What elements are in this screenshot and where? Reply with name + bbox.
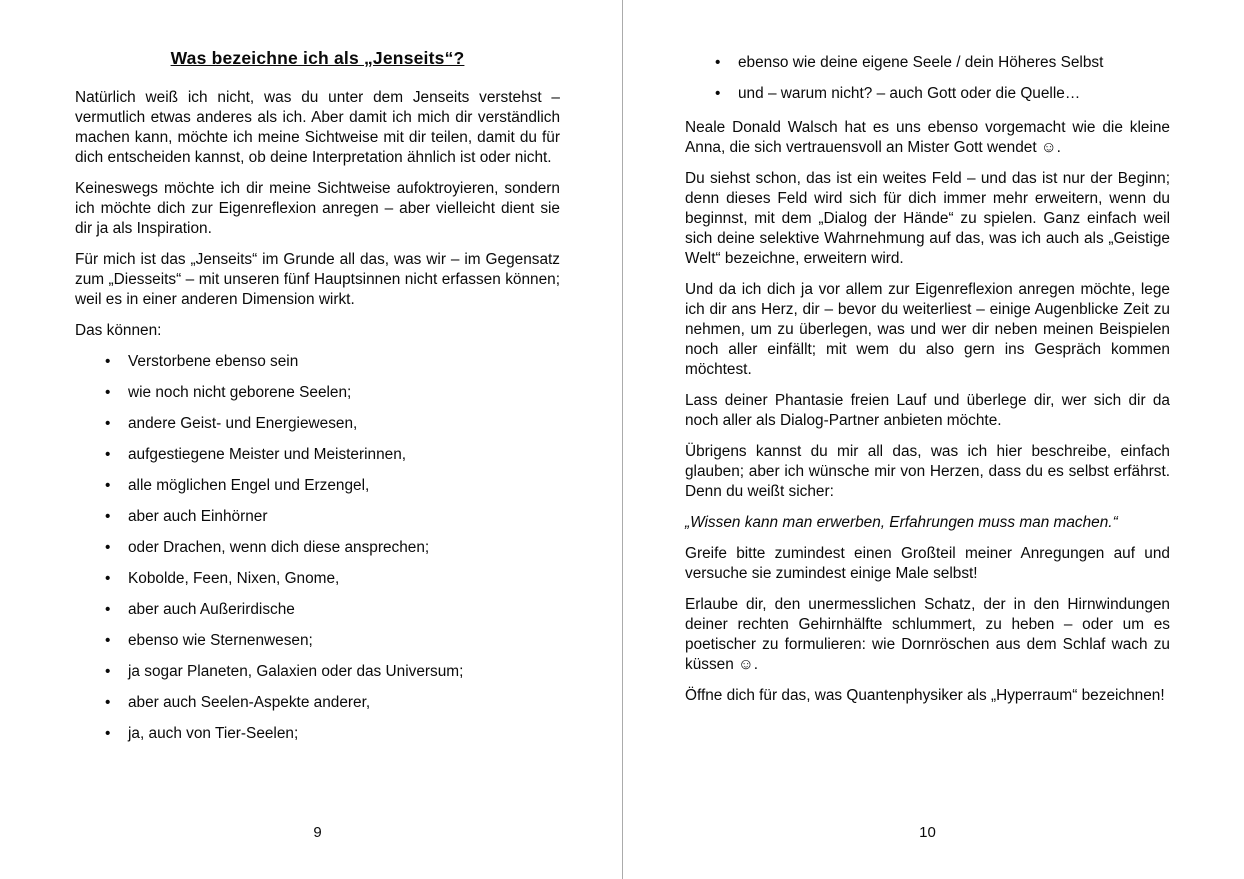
bullet-icon: •: [105, 353, 111, 370]
list-item-text: Kobolde, Feen, Nixen, Gnome,: [128, 570, 340, 587]
bullet-icon: •: [105, 694, 111, 711]
list-item: [75, 538, 560, 558]
list-item: [75, 445, 560, 465]
paragraph: Lass deiner Phantasie freien Lauf und überlege dir, wer sich dir da noch aller als Dialog-Partner anbieten möchte.: [685, 392, 1170, 429]
page-number-right: 10: [919, 824, 936, 841]
list-item-text: ebenso wie Sternenwesen;: [128, 632, 313, 649]
list-item-text: ja sogar Planeten, Galaxien oder das Universum;: [128, 663, 464, 680]
paragraph: Übrigens kannst du mir all das, was ich hier beschreibe, einfach glauben; aber ich wünsche mir von Herzen, dass du es selbst erfährst. Denn du weißt sicher:: [685, 443, 1170, 500]
paragraph: Keineswegs möchte ich dir meine Sichtweise aufoktroyieren, sondern ich möchte dich zur Eigenreflexion anregen – aber vielleicht dient sie dir ja als Inspiration.: [75, 180, 560, 237]
list-item-text: alle möglichen Engel und Erzengel,: [128, 477, 370, 494]
list-item-text: Verstorbene ebenso sein: [128, 353, 299, 370]
paragraph: Für mich ist das „Jenseits“ im Grunde all das, was wir – im Gegensatz zum „Diesseits“ – mit unseren fünf Hauptsinnen nicht erfassen können; weil es in einer anderen Dimension wirkt.: [75, 251, 560, 308]
bullet-icon: •: [715, 54, 721, 71]
paragraph: Natürlich weiß ich nicht, was du unter dem Jenseits verstehst – vermutlich etwas anderes als ich. Aber damit ich mich dir verständlich machen kann, möchte ich meine Sichtweise mit dir teilen, damit du für dich entscheiden kannst, ob deine Interpretation ähnlich ist oder nicht.: [75, 89, 560, 166]
list-item-text: aber auch Einhörner: [128, 508, 268, 525]
bullet-icon: •: [105, 446, 111, 463]
list-item: [75, 693, 560, 713]
bullet-icon: •: [105, 663, 111, 680]
bullet-icon: •: [105, 415, 111, 432]
list-item-text: aber auch Seelen-Aspekte anderer,: [128, 694, 371, 711]
list-item: [75, 631, 560, 651]
list-item: [75, 569, 560, 589]
list-item-text: aufgestiegene Meister und Meisterinnen,: [128, 446, 407, 463]
list-item: [75, 476, 560, 496]
paragraph: Greife bitte zumindest einen Großteil meiner Anregungen auf und versuche sie zumindest einige Male selbst!: [685, 545, 1170, 582]
list-item-text: andere Geist- und Energiewesen,: [128, 415, 358, 432]
bullet-icon: •: [105, 508, 111, 525]
list-item: [75, 600, 560, 620]
list-item-text: und – warum nicht? – auch Gott oder die Quelle…: [738, 85, 1081, 102]
list-item: [75, 383, 560, 403]
list-item-text: ebenso wie deine eigene Seele / dein Höheres Selbst: [738, 54, 1104, 71]
paragraph: Du siehst schon, das ist ein weites Feld – und das ist nur der Beginn; denn dieses Feld wird sich für dich immer mehr erweitern, wenn du beginnst, mit dem „Dialog der Hände“ zu spielen. Ganz einfach weil sich deine selektive Wahrnehmung auf das, was ich auch als „Geistige Welt“ bezeichne, erweitern wird.: [685, 170, 1170, 267]
bullet-list: [685, 53, 1170, 104]
quote-paragraph: „Wissen kann man erwerben, Erfahrungen muss man machen.“: [685, 514, 1118, 531]
chapter-title: Was bezeichne ich als „Jenseits“?: [170, 48, 465, 68]
bullet-icon: •: [715, 85, 721, 102]
bullet-icon: •: [105, 539, 111, 556]
list-intro: Das können:: [75, 322, 162, 339]
list-item: [75, 352, 560, 372]
bullet-icon: •: [105, 725, 111, 742]
list-item: [685, 53, 1170, 73]
list-item: [75, 724, 560, 744]
bullet-icon: •: [105, 570, 111, 587]
list-item: [75, 662, 560, 682]
bullet-icon: •: [105, 477, 111, 494]
list-item-text: aber auch Außerirdische: [128, 601, 295, 618]
bullet-list: [75, 352, 560, 744]
bullet-icon: •: [105, 384, 111, 401]
bullet-icon: •: [105, 632, 111, 649]
page-right: [622, 0, 1244, 879]
list-item-text: ja, auch von Tier-Seelen;: [128, 725, 299, 742]
page-number-left: 9: [313, 824, 322, 841]
paragraph: Neale Donald Walsch hat es uns ebenso vorgemacht wie die kleine Anna, die sich vertrauensvoll an Mister Gott wendet ☺.: [685, 119, 1170, 156]
paragraph: Und da ich dich ja vor allem zur Eigenreflexion anregen möchte, lege ich dir ans Herz, dir – bevor du weiterliest – einige Augenblicke Zeit zu nehmen, um zu überlegen, was und wer dir neben meinen Beispielen noch aller einfällt; mit wem du also gern ins Gespräch kommen möchtest.: [685, 281, 1170, 378]
bullet-icon: •: [105, 601, 111, 618]
list-item: [75, 414, 560, 434]
list-item: [685, 84, 1170, 104]
list-item-text: wie noch nicht geborene Seelen;: [128, 384, 352, 401]
list-item: [75, 507, 560, 527]
paragraph: Öffne dich für das, was Quantenphysiker als „Hyperraum“ bezeichnen!: [685, 687, 1165, 704]
paragraph: Erlaube dir, den unermesslichen Schatz, der in den Hirnwindungen deiner rechten Gehirnhälfte schlummert, zu heben – oder um es poetischer zu formulieren: wie Dornröschen aus dem Schlaf wach zu küssen ☺.: [685, 596, 1170, 673]
list-item-text: oder Drachen, wenn dich diese ansprechen;: [128, 539, 430, 556]
